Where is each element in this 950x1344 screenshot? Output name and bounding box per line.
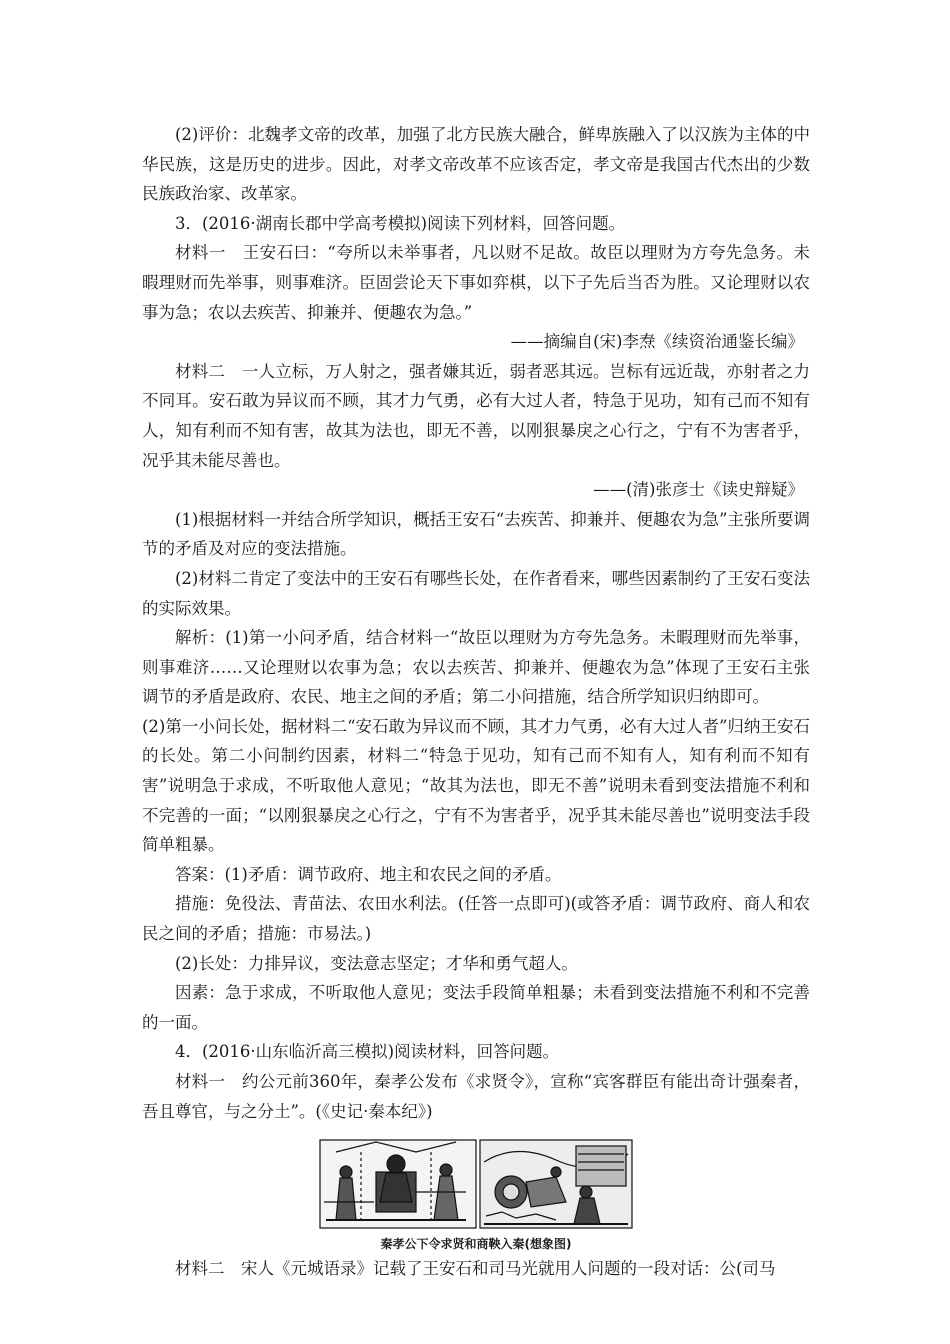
- answer-measures: 措施：免役法、青苗法、农田水利法。(任答一点即可)(或答矛盾：调节政府、商人和农民之间的矛盾；措施：市易法。): [142, 894, 810, 944]
- question-4-header: 4．(2016·山东临沂高三模拟)阅读材料，回答问题。: [175, 1042, 560, 1062]
- analysis-part-2: (2)第一小问长处，据材料二“安石敢为异议而不顾，其才力气勇，必有大过人者”归纳王安石的长处。第二小问制约因素，材料二“特急于见功，知有己而不知有人，知有利而不知有害”说明急于求成，不听取他人意见；“故其为法也，即无不善”说明未看到变法措施不利和不完善的一面；“以刚狠暴戾之心行之，宁有不为害者乎，况乎其未能尽善也”说明变法手段简单粗暴。: [142, 716, 810, 855]
- material-2-text: 材料二 一人立标，万人射之，强者嫌其近，弱者恶其远。岂标有远近哉，亦射者之力不同耳。安石敢为异议而不顾，其才力气勇，必有大过人者，特急于见功，知有己而不知有人，知有利而不知有害，故其为法也，即无不善，以刚狠暴戾之心行之，宁有不为害者乎，况乎其未能尽善也。: [142, 361, 810, 470]
- answer-contradiction: 答案：(1)矛盾：调节政府、地主和农民之间的矛盾。: [175, 864, 562, 884]
- document-page: [142, 120, 810, 1284]
- q4-material-2-text: 材料二 宋人《元城语录》记载了王安石和司马光就用人问题的一段对话：公(司马: [175, 1259, 776, 1279]
- sub-question-1: (1)根据材料一并结合所学知识，概括王安石“去疾苦、抑兼并、便趣农为急”主张所要调节的矛盾及对应的变法措施。: [142, 509, 810, 559]
- answer-factors: 因素：急于求成，不听取他人意见；变法手段简单粗暴；未看到变法措施不利和不完善的一面。: [142, 983, 810, 1032]
- analysis-part-1: 解析：(1)第一小问矛盾，结合材料一“故臣以理财为方夸先急务。未暇理财而先举事，则事难济……又论理财以农事为急；农以去疾苦、抑兼并、便趣农为急”体现了王安石主张调节的矛盾是政府、农民、地主之间的矛盾；第二小问措施，结合所学知识归纳即可。: [142, 628, 810, 707]
- material-2-source: ——(清)张彦士《读史辩疑》: [593, 480, 804, 500]
- figure-caption: 秦孝公下令求贤和商鞅入秦(想象图): [380, 1237, 572, 1252]
- historical-illustration-image: [316, 1132, 636, 1232]
- question-3-header: 3．(2016·湖南长郡中学高考模拟)阅读下列材料，回答问题。: [175, 213, 626, 233]
- illustration-figure: [142, 1132, 810, 1254]
- material-1-source: ——摘编自(宋)李焘《续资治通鉴长编》: [510, 332, 804, 352]
- material-1-text: 材料一 王安石曰：“夸所以未举事者，凡以财不足故。故臣以理财为方夸先急务。未暇理财而先举事，则事难济。臣固尝论天下事如弈棋，以下子先后当否为胜。又论理财以农事为急；农以去疾苦、抑兼并、便趣农为急。”: [142, 243, 810, 322]
- answer-paragraph-evaluation: (2)评价：北魏孝文帝的改革，加强了北方民族大融合，鲜卑族融入了以汉族为主体的中华民族，这是历史的进步。因此，对孝文帝改革不应该否定，孝文帝是我国古代杰出的少数民族政治家、改革家。: [142, 125, 810, 204]
- q4-material-1-text: 材料一 约公元前360年，秦孝公发布《求贤令》，宣称“宾客群臣有能出奇计强秦者，吾且尊官，与之分土”。(《史记·秦本纪》): [142, 1072, 810, 1121]
- answer-strengths: (2)长处：力排异议，变法意志坚定；才华和勇气超人。: [175, 953, 578, 973]
- sub-question-2: (2)材料二肯定了变法中的王安石有哪些长处，在作者看来，哪些因素制约了王安石变法的实际效果。: [142, 568, 810, 618]
